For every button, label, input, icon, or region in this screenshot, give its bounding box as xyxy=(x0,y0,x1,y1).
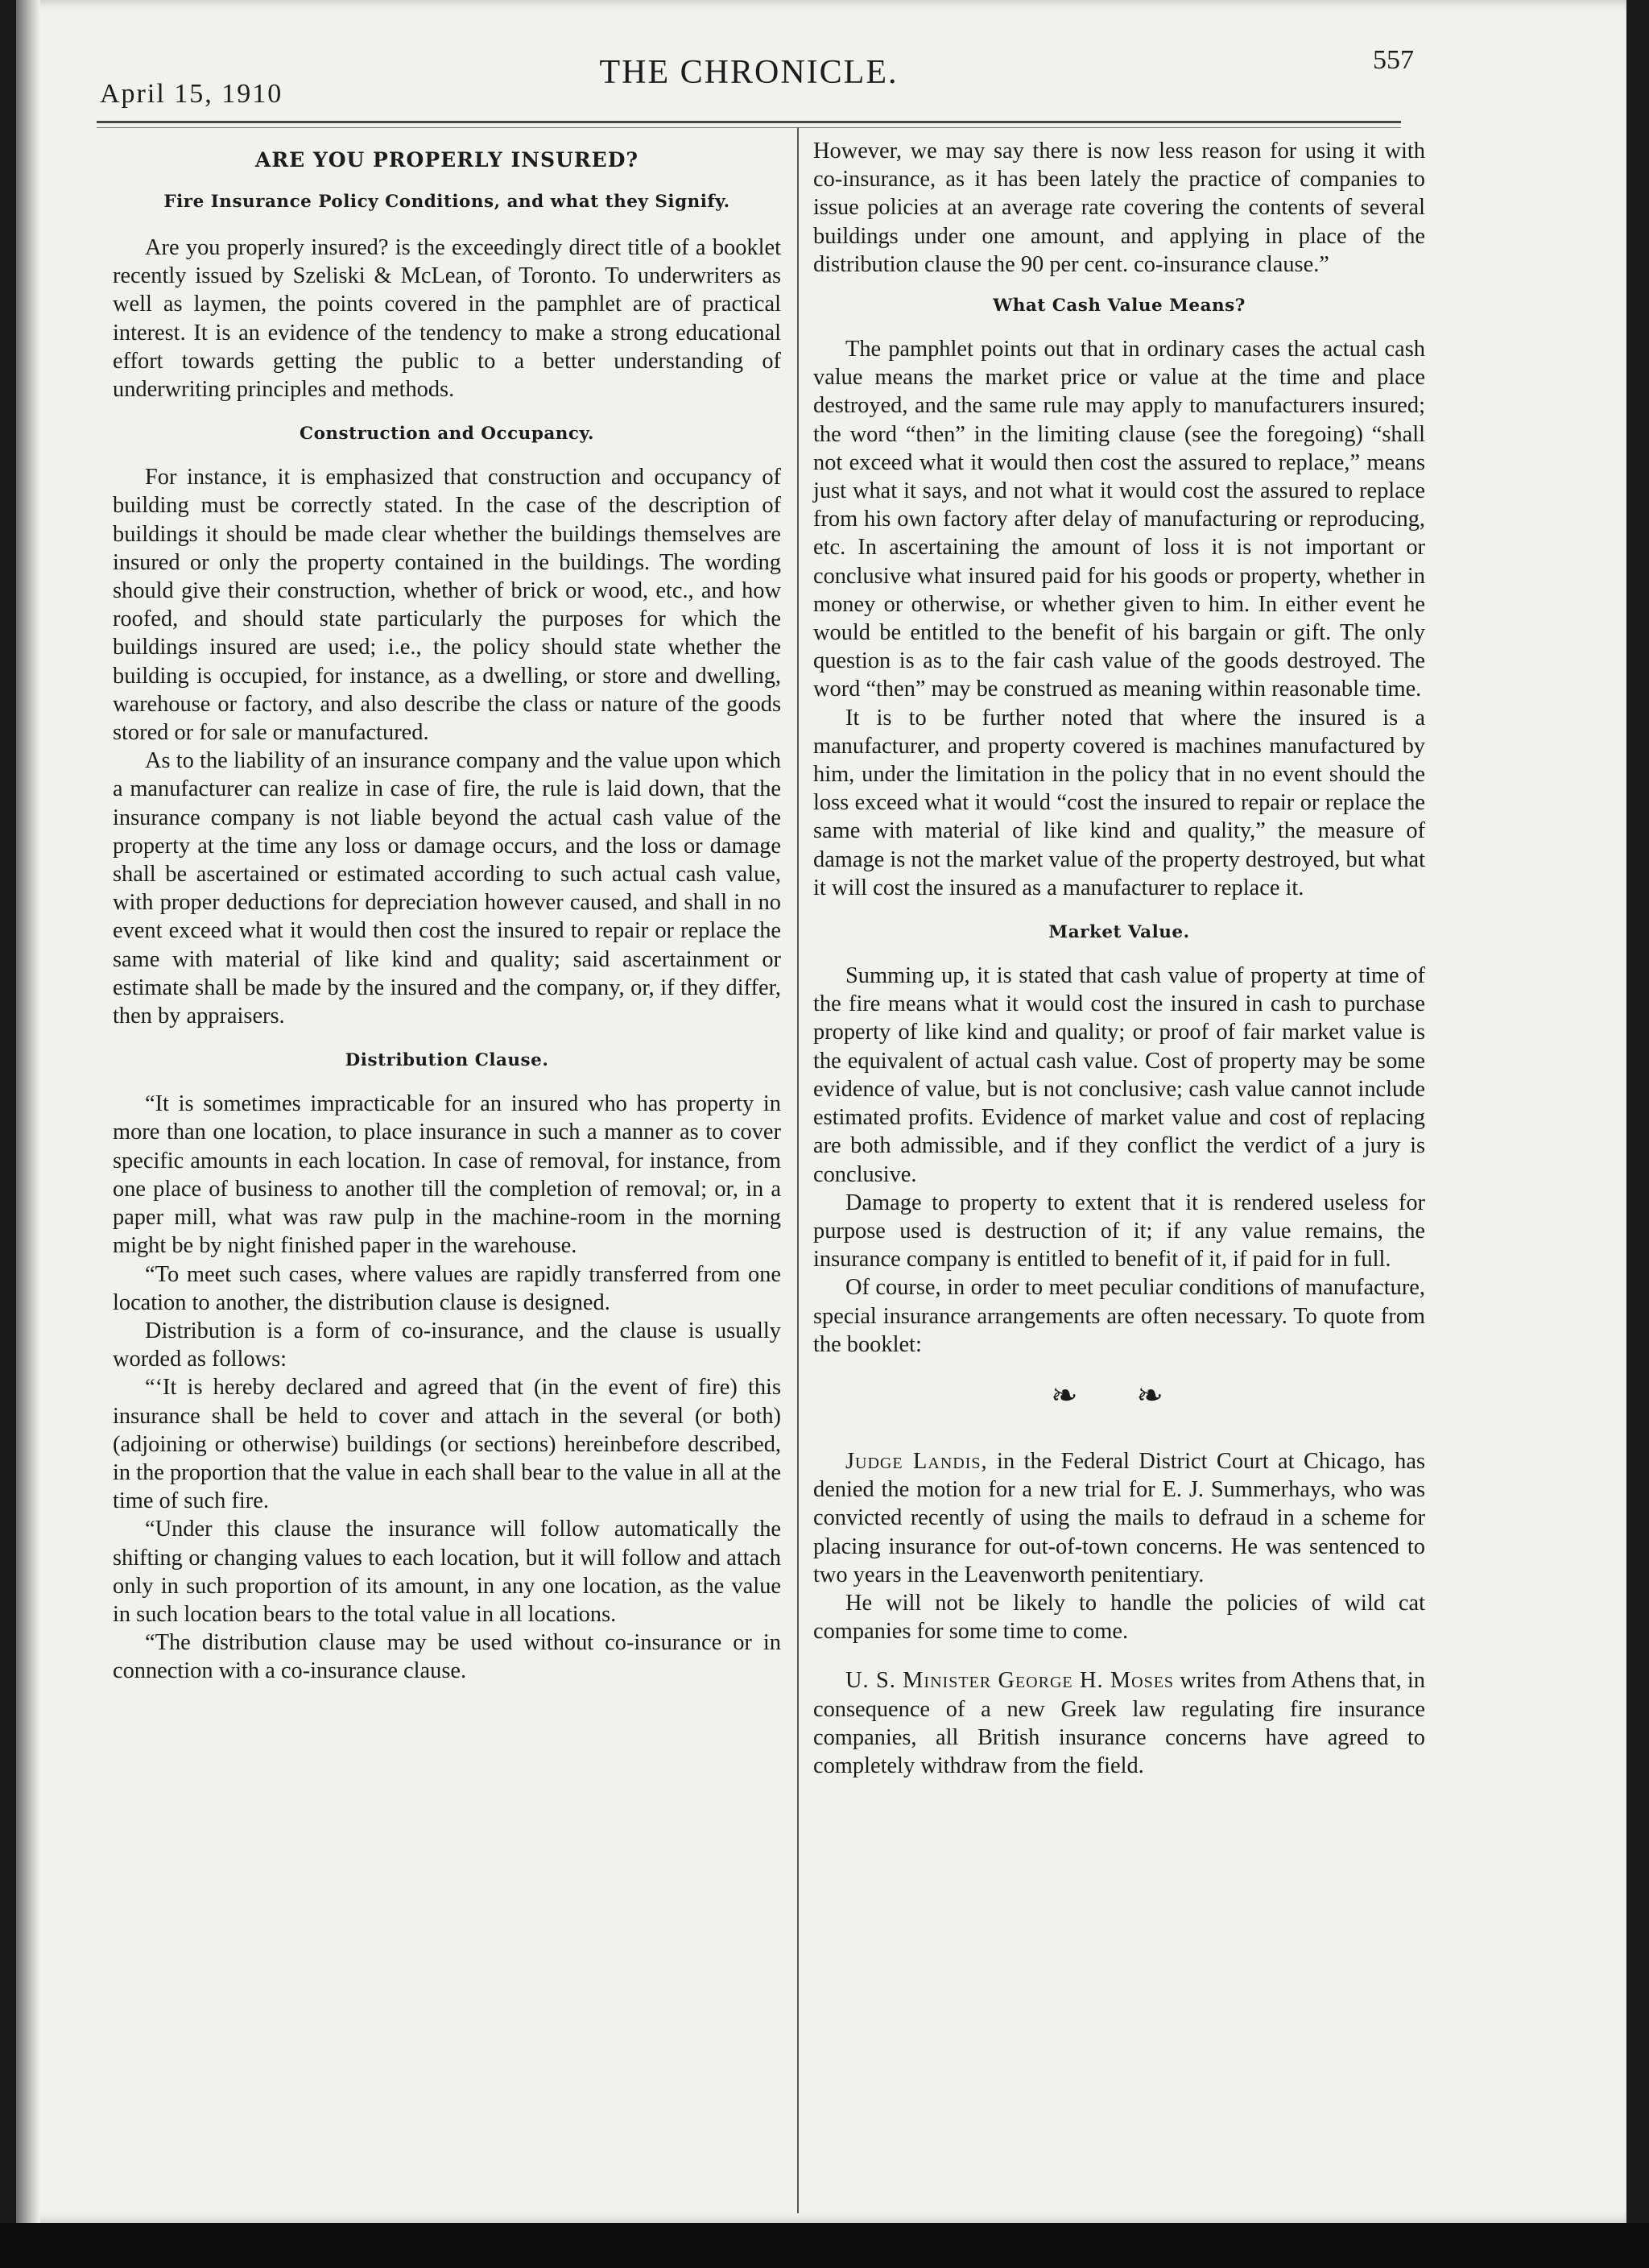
right-column xyxy=(813,137,1425,1780)
paragraph: Damage to property to extent that it is rendered useless for purpose used is destruction of it; if any value remains, the insurance company is entitled to benefit of it, if paid for in full. xyxy=(813,1190,1425,1273)
paragraph: It is to be further noted that where the insured is a manufacturer, and property covered is machines manufactured by him, under the limitation in the policy that in no event should the loss exceed what it would “cost the insured to repair or replace the same with material of like kind and quality,” the measure of damage is not the market value of the property destroyed, but what it will cost the insured as a manufacturer to replace it. xyxy=(813,705,1426,900)
ornament-divider: ❧ ❧ xyxy=(1051,1376,1188,1414)
paragraph: He will not be likely to handle the policies of wild cat companies for some time to come. xyxy=(813,1590,1425,1645)
article-subheadline: Fire Insurance Policy Conditions, and what they Signify. xyxy=(163,192,730,212)
paragraph: Summing up, it is stated that cash value of property at time of the fire means what it would cost the insured in cash to purchase property of like kind and quality; or proof of fair market value is the equivalent of actual cash value. Cost of property may be some evidence of value, but is not conclusive; cash value cannot include estimated profits. Evidence of market value and cost of replacing are both admissible, and if they conflict the verdict of a jury is conclusive. xyxy=(813,963,1425,1187)
left-column xyxy=(113,137,781,1686)
column-divider xyxy=(797,127,799,2213)
paragraph: “To meet such cases, where values are rapidly transferred from one location to another, the distribution clause is designed. xyxy=(113,1261,781,1315)
paragraph: The pamphlet points out that in ordinary cases the actual cash value means the market price or value at the time and place destroyed, and the same rule may apply to manufacturers insured; the word “then” in the limiting clause (see the foregoing) “shall not exceed what it would then cost the assured to replace,” means just what it says, and not what it would cost the assured to replace from his own factory after delay of manufacturing or reproducing, etc. In ascertaining the amount of loss it is not important or conclusive what insured paid for his goods or property, whether in money or otherwise, or whether given to him. In either event he would be entitled to the benefit of his bargain or gift. The only question is as to the fair cash value of the goods destroyed. The word “then” may be construed as meaning within reasonable time. xyxy=(813,337,1425,702)
news-item-name: U. S. Minister George H. Moses xyxy=(845,1668,1175,1694)
paragraph: “Under this clause the insurance will follow automatically the shifting or changing values to each location, but it will follow and attach only in such proportion of its amount, in any one location, as the value in such location bears to the total value in all locations. xyxy=(113,1517,781,1627)
running-head xyxy=(89,40,1414,113)
binding-shadow xyxy=(16,0,40,2223)
section-heading-cash-value: What Cash Value Means? xyxy=(993,296,1246,317)
page-number: 557 xyxy=(1373,45,1414,75)
news-item-text: in the Federal District Court at Chicago, has denied the motion for a new trial for E. J. Summerhays, who was convicted recently of using the mails to defraud in a scheme for placing insurance for out-of-town concerns. He was sentenced to two years in the Leavenworth penitentiary. xyxy=(813,1448,1425,1587)
publication-title: THE CHRONICLE. xyxy=(599,54,899,91)
header-rule-thin xyxy=(97,127,1401,128)
scan-border xyxy=(0,2223,1649,2268)
section-heading-distribution: Distribution Clause. xyxy=(345,1050,549,1071)
section-heading-market-value: Market Value. xyxy=(1048,922,1190,943)
news-item-landis xyxy=(813,1447,1425,1589)
news-item-name: Judge Landis, xyxy=(845,1448,988,1474)
paragraph: “It is sometimes impracticable for an insured who has property in more than one location, to place insurance in such a manner as to cover specific amounts in each location. In case of removal, for instance, from one place of business to another till the completion of removal; or, in a paper mill, what was raw pulp in the machine-room in the morning might be by night finished paper in the warehouse. xyxy=(113,1091,781,1259)
paragraph: Of course, in order to meet peculiar conditions of manufacture, special insurance arrangements are often necessary. To quote from the booklet: xyxy=(813,1275,1425,1357)
paragraph: “‘It is hereby declared and agreed that (in the event of fire) this insurance shall be held to cover and attach in the several (or both) (adjoining or otherwise) buildings (or sections) hereinbefore described, in the proportion that the value in each shall bear to the value in all at the time of such fire. xyxy=(113,1375,781,1514)
paragraph: For instance, it is emphasized that construction and occupancy of building must be correctly stated. In the case of the description of buildings it should be made clear whether the buildings themselves are insured or only the property contained in the buildings. The wording should give their construction, whether of brick or wood, etc., and how roofed, and should state particularly the purposes for which the buildings insured are used; i.e., the policy should state whether the building is occupied, for instance, as a dwelling, or store and dwelling, warehouse or factory, and also describe the class or nature of the goods stored or for sale or manufactured. xyxy=(113,465,781,746)
paragraph: However, we may say there is now less reason for using it with co-insurance, as it has been lately the practice of companies to issue policies at an average rate covering the contents of several buildings under one amount, and applying in place of the distribution clause the 90 per cent. co-insurance clause.” xyxy=(813,139,1425,277)
paragraph: “The distribution clause may be used without co-insurance or in connection with a co-insurance clause. xyxy=(113,1630,781,1684)
paragraph: As to the liability of an insurance company and the value upon which a manufacturer can realize in case of fire, the rule is laid down, that the insurance company is not liable beyond the actual cash value of the property at the time any loss or damage occurs, and the loss or damage shall be ascertained or estimated according to such actual cash value, with proper deductions for depreciation however caused, and shall in no event exceed what it would then cost the insured to repair or replace the same with material of like kind and quality; said ascertainment or estimate shall be made by the insured and the company, or, if they differ, then by appraisers. xyxy=(113,748,781,1029)
news-item-moses xyxy=(813,1666,1425,1780)
issue-date: April 15, 1910 xyxy=(100,79,283,109)
paragraph: Are you properly insured? is the exceedingly direct title of a booklet recently issued by Szeliski & McLean, of Toronto. To underwriters as well as laymen, the points covered in the pamphlet are of practical interest. It is an evidence of the tendency to make a strong educational effort towards getting the public to a better understanding of underwriting principles and methods. xyxy=(113,235,781,403)
news-item-text: writes from Athens that, in consequence of a new Greek law regulating fire insurance companies, all British insurance concerns have agreed to completely withdraw from the field. xyxy=(813,1668,1425,1778)
article-headline: ARE YOU PROPERLY INSURED? xyxy=(254,148,639,172)
section-heading-construction: Construction and Occupancy. xyxy=(299,424,595,445)
paragraph: Distribution is a form of co-insurance, and the clause is usually worded as follows: xyxy=(113,1318,781,1372)
header-rule xyxy=(97,121,1401,123)
